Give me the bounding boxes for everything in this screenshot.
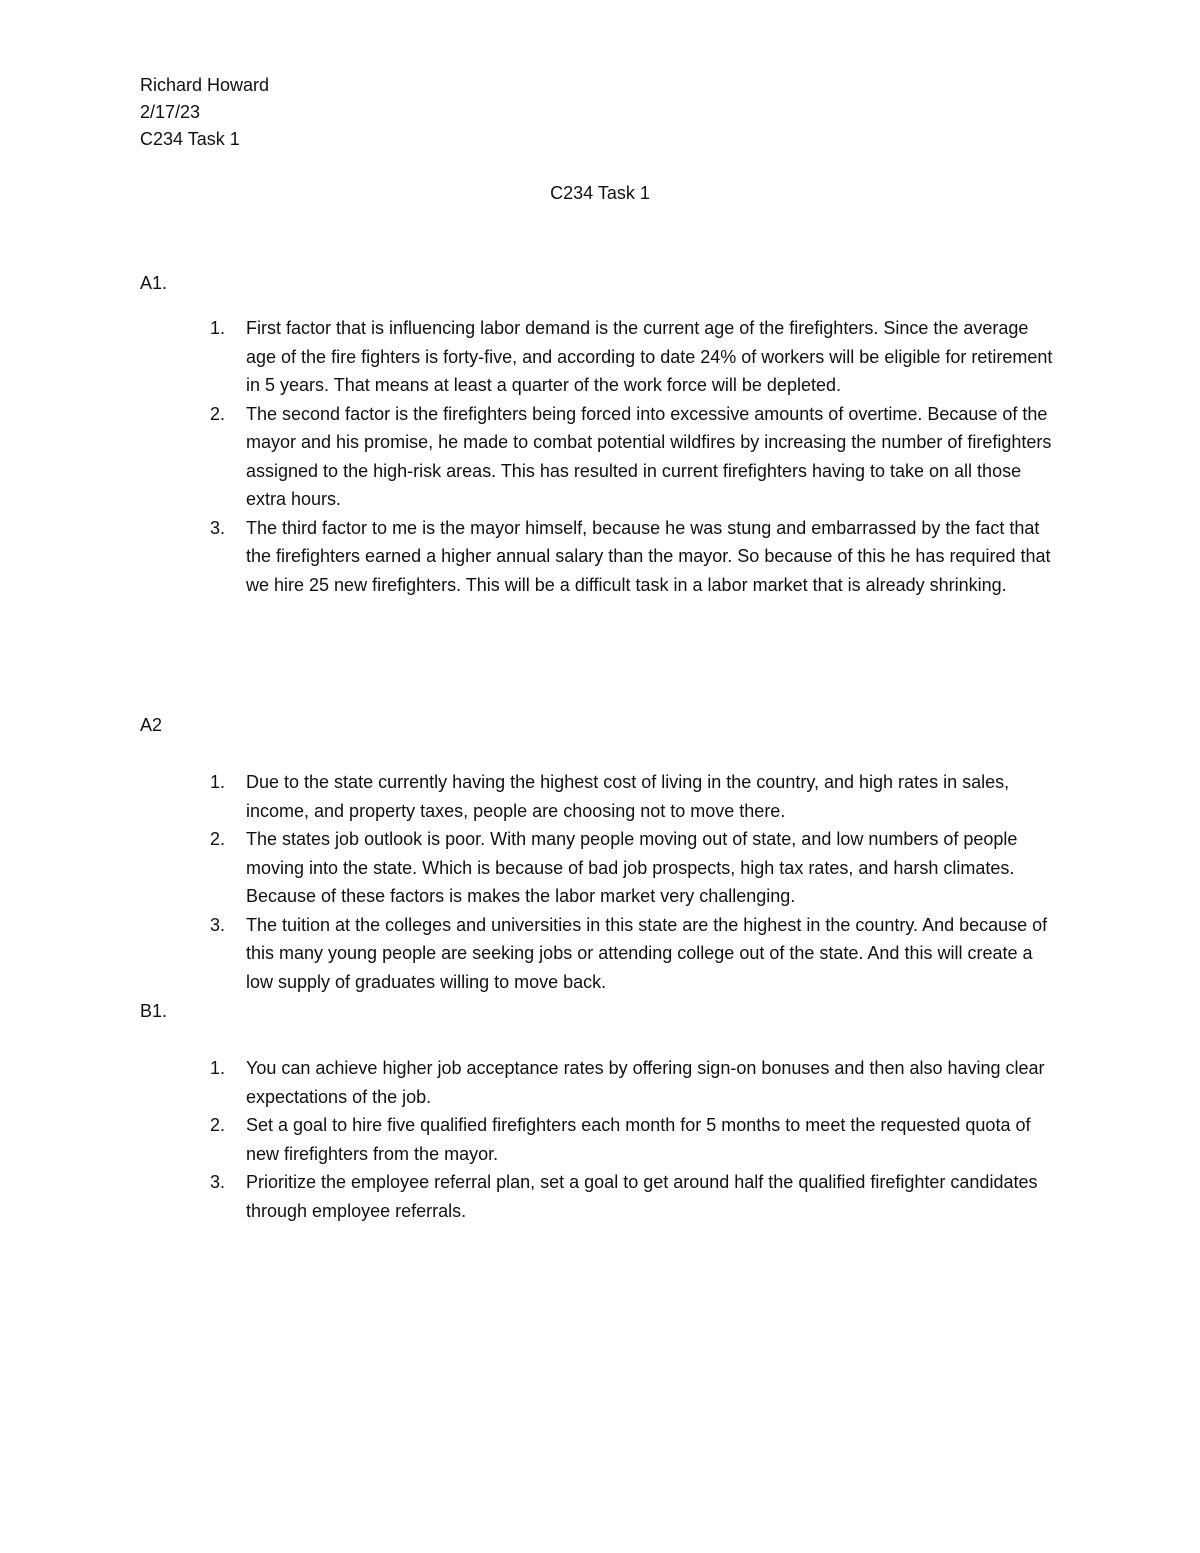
list-item [140,1111,1060,1168]
section-a2 [140,712,1060,996]
section-b1 [140,998,1060,1225]
list-number: 2. [210,829,226,849]
list-number: 3. [210,517,226,538]
document-header [140,72,269,153]
list-number: 1. [210,1058,226,1078]
list-item [140,825,1060,911]
list-text: The tuition at the colleges and universities in this state are the highest in the country. And because of this many young people are seeking jobs or attending college out of the state. And this will create a low supply of graduates willing to move back. [246,914,1048,992]
author-name: Richard Howard [140,75,270,95]
list-item [140,400,1060,514]
list-text: Due to the state currently having the highest cost of living in the country, and high rates in sales, income, and property taxes, people are choosing not to move there. [246,772,1010,821]
document-date: 2/17/23 [140,102,201,122]
course-name: C234 Task 1 [140,129,240,149]
list-item [140,1168,1060,1225]
numbered-list [140,768,1060,996]
section-a1 [140,270,1060,599]
section-label: B1. [140,1001,168,1021]
section-label: A1. [140,273,168,293]
document-title: C234 Task 1 [550,183,650,203]
list-text: The states job outlook is poor. With many people moving out of state, and low numbers of people moving into the state. Which is because of bad job prospects, high tax rates, and harsh climates. Because of these factors is makes the labor market very challenging. [246,829,1018,906]
list-text: The second factor is the firefighters being forced into excessive amounts of overtime. Because of the mayor and his promise, he made to combat potential wildfires by increasing the number of firefighters assigned to the high-risk areas. This has resulted in current firefighters having to take on all those extra hours. [246,403,1052,509]
list-text: The third factor to me is the mayor himself, because he was stung and embarrassed by the fact that the firefighters earned a higher annual salary than the mayor. So because of this he has required that we hire 25 new firefighters. This will be a difficult task in a labor market that is already shrinking. [246,517,1051,595]
list-text: Prioritize the employee referral plan, set a goal to get around half the qualified firefighter candidates through employee referrals. [246,1172,1038,1221]
list-text: You can achieve higher job acceptance rates by offering sign-on bonuses and then also having clear expectations of the job. [246,1058,1045,1107]
list-item [140,314,1060,400]
list-number: 3. [210,1172,226,1192]
list-text: Set a goal to hire five qualified firefighters each month for 5 months to meet the requested quota of new firefighters from the mayor. [246,1115,1031,1164]
list-number: 1. [210,772,226,792]
list-item [140,1054,1060,1111]
list-number: 1. [210,318,226,338]
list-item [140,514,1060,600]
numbered-list [140,314,1060,599]
list-number: 3. [210,914,226,935]
numbered-list [140,1054,1060,1225]
list-number: 2. [210,403,226,424]
list-number: 2. [210,1115,226,1135]
list-item [140,768,1060,825]
list-item [140,911,1060,997]
list-text: First factor that is influencing labor demand is the current age of the firefighters. Since the average age of the fire fighters is forty-five, and according to date 24% of workers will be eligible for retirement in 5 years. That means at least a quarter of the work force will be depleted. [246,318,1053,395]
section-label: A2 [140,715,163,735]
